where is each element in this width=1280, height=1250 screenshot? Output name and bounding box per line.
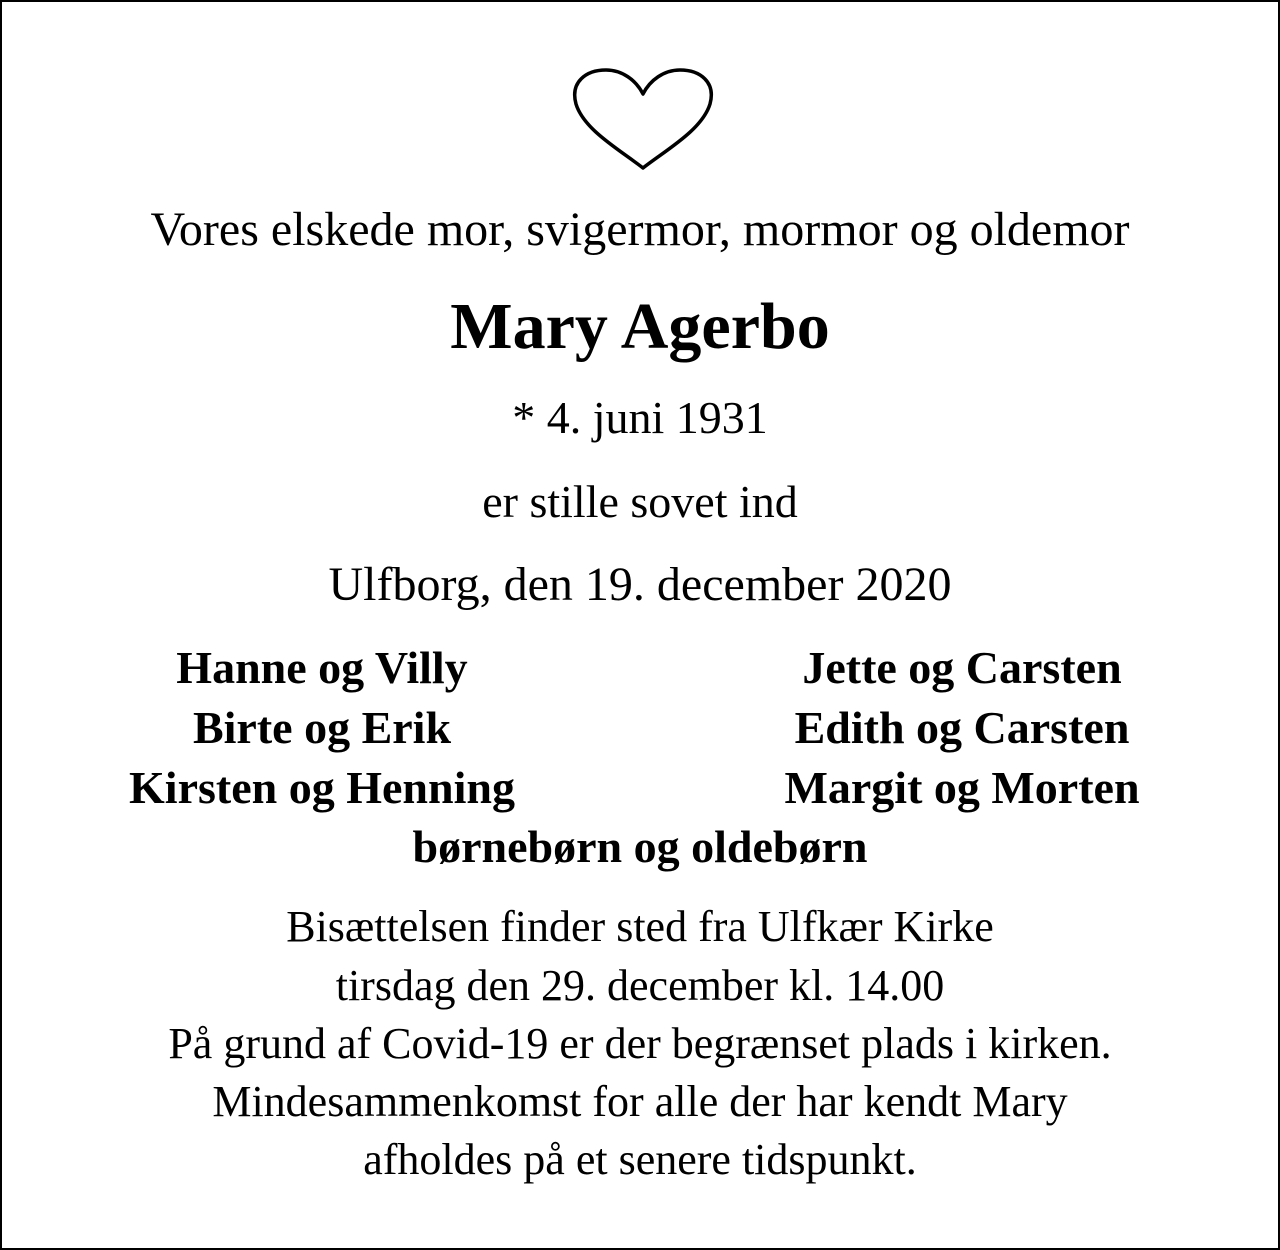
passing-text: er stille sovet ind bbox=[482, 476, 798, 527]
grandchildren-line: børnebørn og oldebørn bbox=[412, 821, 868, 872]
covid-note: På grund af Covid-19 er der begrænset plads i kirken. bbox=[168, 1019, 1112, 1068]
family-left-2: Birte og Erik bbox=[192, 702, 452, 753]
family-right-1: Jette og Carsten bbox=[802, 642, 1122, 693]
family-right-2: Edith og Carsten bbox=[794, 702, 1130, 753]
deceased-name: Mary Agerbo bbox=[450, 290, 830, 363]
family-left-1: Hanne og Villy bbox=[176, 642, 468, 693]
intro-text: Vores elskede mor, svigermor, mormor og oldemor bbox=[150, 203, 1130, 256]
place-and-date: Ulfborg, den 19. december 2020 bbox=[328, 558, 952, 611]
funeral-location: Bisættelsen finder sted fra Ulfkær Kirke bbox=[286, 902, 994, 951]
memorial-note: Mindesammenkomst for alle der har kendt Mary bbox=[212, 1077, 1068, 1126]
funeral-time: tirsdag den 29. december kl. 14.00 bbox=[335, 961, 945, 1010]
memorial-later: afholdes på et senere tidspunkt. bbox=[363, 1135, 917, 1184]
family-left-3: Kirsten og Henning bbox=[129, 762, 515, 813]
birth-date: * 4. juni 1931 bbox=[512, 392, 768, 443]
family-right-3: Margit og Morten bbox=[784, 762, 1140, 813]
heart-icon bbox=[570, 68, 716, 172]
